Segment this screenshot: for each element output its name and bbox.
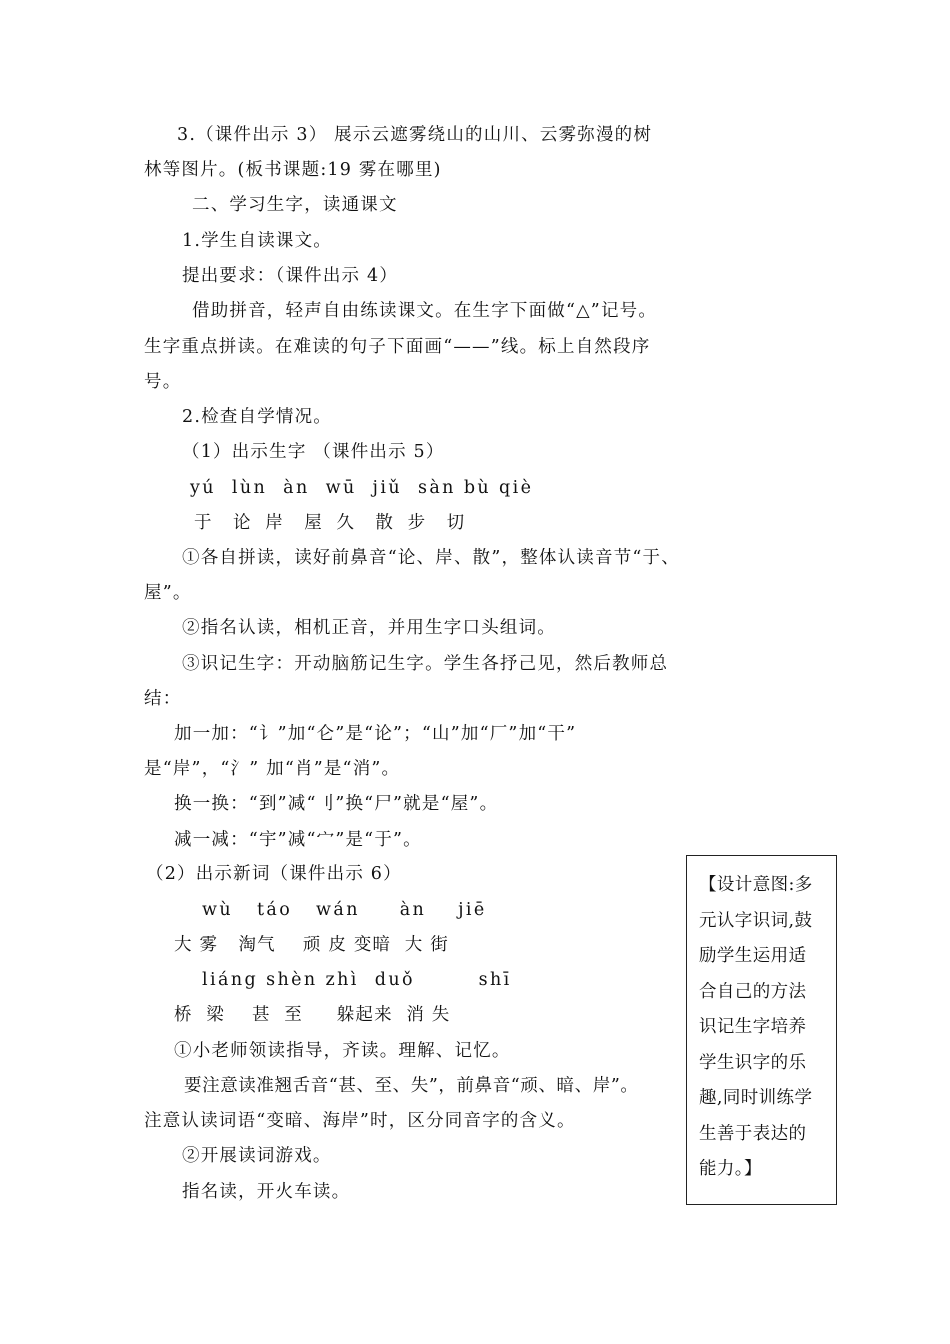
pinyin-line: yú lùn àn wū jiǔ sàn bù qiè [190,478,534,498]
design-intent-line: 生善于表达的 [699,1123,807,1144]
text-line: 减一减：“宇”减“宀”是“于”。 [174,830,422,850]
text-line: 要注意读准翘舌音“甚、至、失”，前鼻音“顽、暗、岸”。 [184,1076,639,1096]
design-intent-line: 学生识字的乐 [699,1052,807,1073]
word-line: 大 雾 淘气 顽 皮 变暗 大 街 [174,935,449,955]
text-line: 结： [144,689,182,709]
design-intent-line: 识记生字培养 [699,1017,807,1037]
text-line: ①各自拼读，读好前鼻音“论、岸、散”，整体认读音节“于、 [182,548,680,568]
text-line: 提出要求：（课件出示 4） [182,266,399,286]
text-line: 生字重点拼读。在难读的句子下面画“——”线。标上自然段序 [144,337,651,357]
design-intent-box [686,855,837,1205]
text-line: 是“岸”，“氵” 加“肖”是“消”。 [144,759,401,779]
text-line: ②指名认读，相机正音，并用生字口头组词。 [182,618,556,638]
text-line: 换一换：“到”减“刂”换“尸”就是“屋”。 [174,794,499,814]
text-line: 加一加：“讠”加“仑”是“论”；“山”加“厂”加“干” [174,724,577,744]
text-line: 1.学生自读课文。 [182,231,332,251]
pinyin-line: wù táo wán àn jiē [202,900,487,920]
text-line: ③识记生字：开动脑筋记生字。学生各抒己见，然后教师总 [182,654,669,674]
text-line: 指名读，开火车读。 [182,1182,351,1202]
character-line: 于 论 岸 屋 久 散 步 切 [194,513,466,533]
pinyin-line: liáng shèn zhì duǒ shī [202,970,512,990]
section-heading: 二、学习生字，读通课文 [192,195,398,215]
text-line: 借助拼音，轻声自由练读课文。在生字下面做“△”记号。 [192,301,658,321]
design-intent-line: 【设计意图:多 [699,875,813,895]
text-line: 林等图片。(板书课题:19 雾在哪里) [144,160,442,180]
text-line: 2.检查自学情况。 [182,407,332,427]
text-line: 号。 [144,372,182,392]
text-line: 注意认读词语“变暗、海岸”时，区分同音字的含义。 [144,1111,576,1131]
text-line: ②开展读词游戏。 [182,1146,332,1166]
design-intent-line: 元认字识词,鼓 [699,910,813,931]
text-line: （2）出示新词（课件出示 6） [146,864,402,884]
design-intent-line: 合自己的方法 [699,981,807,1002]
text-line: 屋”。 [144,583,192,603]
design-intent-line: 能力。】 [699,1159,762,1179]
word-line: 桥 梁 甚 至 躲起来 消 失 [174,1005,451,1025]
design-intent-line: 趣,同时训练学 [699,1088,813,1108]
text-line: 3.（课件出示 3） 展示云遮雾绕山的山川、云雾弥漫的树 [177,125,653,145]
text-line: （1）出示生字 （课件出示 5） [182,442,445,462]
text-line: ①小老师领读指导，齐读。理解、记忆。 [174,1041,511,1061]
design-intent-line: 励学生运用适 [699,946,807,966]
